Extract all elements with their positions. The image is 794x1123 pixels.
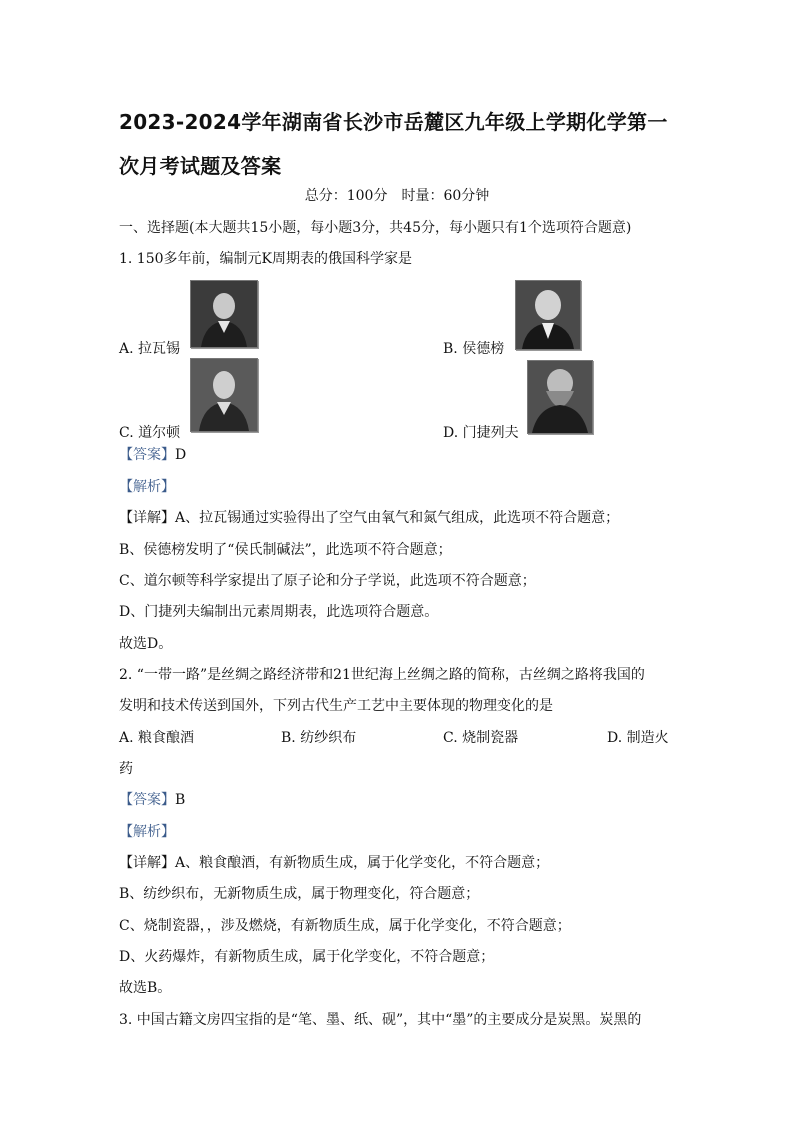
q1-option-a: A. 拉瓦锡 xyxy=(119,341,181,357)
q1-stem: 1. 150多年前，编制元K周期表的俄国科学家是 xyxy=(119,251,412,267)
q2-stem-1: 2. “一带一路”是丝绸之路经济带和21世纪海上丝绸之路的简称，古丝绸之路将我国的 xyxy=(119,667,645,683)
q1-detail-3: C、道尔顿等科学家提出了原子论和分子学说，此选项不符合题意； xyxy=(119,573,536,589)
exam-meta: 总分：100分 时量：60分钟 xyxy=(304,188,490,204)
detail-tag: 【详解】 xyxy=(119,510,175,526)
q2-detail-text: A、粮食酿酒，有新物质生成，属于化学变化，不符合题意； xyxy=(175,855,550,871)
q1-answer xyxy=(119,445,186,465)
q2-stem-2: 发明和技术传送到国外，下列古代生产工艺中主要体现的物理变化的是 xyxy=(119,698,553,714)
q2-answer-value: B xyxy=(175,792,186,808)
q3-stem-1: 3. 中国古籍文房四宝指的是“笔、墨、纸、砚”，其中“墨”的主要成分是炭黑。炭黑的 xyxy=(119,1012,642,1028)
q2-detail-3: C、烧制瓷器，，涉及燃烧，有新物质生成，属于化学变化，不符合题意； xyxy=(119,918,571,934)
answer-tag: 【答案】 xyxy=(119,447,175,463)
portrait-mendeleev-photo xyxy=(527,360,593,434)
q2-option-d-wrap: 药 xyxy=(119,761,133,777)
portrait-dalton-photo xyxy=(190,358,258,432)
q1-option-d: D. 门捷列夫 xyxy=(443,425,519,441)
q1-analysis-tag: 【解析】 xyxy=(119,479,175,495)
detail-tag: 【详解】 xyxy=(119,855,175,871)
portrait-hou-debang-photo xyxy=(515,280,581,350)
page-title xyxy=(119,100,679,188)
title-line-1: 2023-2024学年湖南省长沙市岳麓区九年级上学期化学第一 xyxy=(119,110,668,134)
q2-detail-4: D、火药爆炸，有新物质生成，属于化学变化，不符合题意； xyxy=(119,949,495,965)
title-line-2: 次月考试题及答案 xyxy=(119,154,282,178)
q1-detail-2: B、侯德榜发明了“侯氏制碱法”，此选项不符合题意； xyxy=(119,542,452,558)
q1-answer-value: D xyxy=(175,447,187,463)
q1-option-b: B. 侯德榜 xyxy=(443,341,505,357)
answer-tag: 【答案】 xyxy=(119,792,175,808)
q1-detail-text: A、拉瓦锡通过实验得出了空气由氧气和氮气组成，此选项不符合题意； xyxy=(175,510,620,526)
q2-option-a: A. 粮食酿酒 xyxy=(119,730,195,746)
portrait-lavoisier-photo xyxy=(190,280,258,348)
q1-detail-4: D、门捷列夫编制出元素周期表，此选项符合题意。 xyxy=(119,604,439,620)
q1-conclusion: 故选D。 xyxy=(119,636,173,652)
q2-option-c: C. 烧制瓷器 xyxy=(443,730,519,746)
q2-analysis-tag: 【解析】 xyxy=(119,824,175,840)
q2-detail-1 xyxy=(119,853,549,873)
q2-option-b: B. 纺纱织布 xyxy=(281,730,357,746)
section-heading: 一、选择题(本大题共15小题，每小题3分，共45分，每小题只有1个选项符合题意) xyxy=(119,220,632,236)
q2-option-d: D. 制造火 xyxy=(607,730,669,746)
q2-conclusion: 故选B。 xyxy=(119,980,172,996)
q1-option-c: C. 道尔顿 xyxy=(119,425,181,441)
q2-detail-2: B、纺纱织布，无新物质生成，属于物理变化，符合题意； xyxy=(119,886,480,902)
q2-answer xyxy=(119,790,185,810)
q1-detail-1 xyxy=(119,508,619,528)
